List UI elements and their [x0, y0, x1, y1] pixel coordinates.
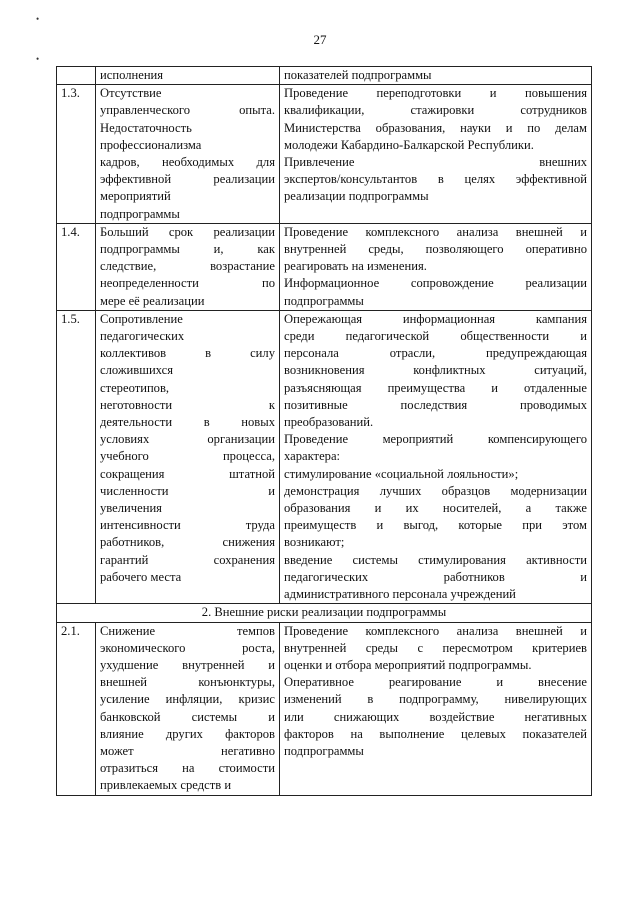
risk-line: мероприятий: [100, 189, 171, 204]
measure-line: Привлечение внешних: [284, 155, 587, 170]
risk-line: ухудшение внутренней и: [100, 657, 275, 672]
risk-line: неопределенности по: [100, 276, 275, 291]
measure-line: возникают;: [284, 535, 345, 550]
margin-mark: •: [36, 54, 40, 64]
measure-line: Проведение мероприятий компенсирующего: [284, 432, 587, 447]
measure-line: введение системы стимулирования активности: [284, 552, 587, 567]
risk-line: подпрограммы и, как: [100, 242, 275, 257]
measure-line: квалификации, стажировки сотрудников: [284, 103, 587, 118]
measure-line: Опережающая информационная кампания: [284, 311, 587, 326]
mitigation-measures: [280, 223, 592, 310]
row-number: 1.5.: [57, 310, 96, 603]
risk-line: профессионализма: [100, 137, 202, 152]
measure-line: Проведение комплексного анализа внешней и: [284, 224, 587, 239]
measure-line: Министерства образования, науки и по делам: [284, 120, 587, 135]
risk-line: Снижение темпов: [100, 623, 275, 638]
risk-line: коллективов в силу: [100, 346, 275, 361]
header-risk-text: исполнения: [100, 68, 164, 82]
risk-rows-internal: [57, 85, 592, 604]
measure-line: возникновения конфликтных ситуаций,: [284, 363, 587, 378]
measure-line: разъясняющая преимущества и отдаленные: [284, 380, 587, 395]
risk-line: влияние других факторов: [100, 726, 275, 741]
measure-line: административного персонала учреждений: [284, 587, 516, 602]
measure-line: стимулирование «социальной лояльности»;: [284, 466, 519, 481]
measure-line: молодежи Кабардино-Балкарской Республики.: [284, 137, 534, 152]
mitigation-measures: [280, 622, 592, 795]
measure-line: изменений в подпрограмму, нивелирующих: [284, 692, 587, 707]
table-row: [57, 622, 592, 795]
section-heading: 2. Внешние риски реализации подпрограммы: [57, 604, 592, 622]
measure-line: преимуществ и выгод, которые при этом: [284, 518, 587, 533]
risk-line: увеличения: [100, 501, 162, 516]
measure-line: внутренней среды, позволяющего оперативно: [284, 242, 587, 257]
measure-line: реализации подпрограммы: [284, 189, 429, 204]
risk-line: усиление инфляции, кризис: [100, 692, 275, 707]
risk-line: экономического роста,: [100, 640, 275, 655]
risk-line: мере её реализации: [100, 293, 205, 308]
measure-line: Проведение комплексного анализа внешней и: [284, 623, 587, 638]
measure-line: позитивные последствия проводимых: [284, 397, 587, 412]
risk-line: Недостаточность: [100, 120, 192, 135]
row-number: 1.4.: [57, 223, 96, 310]
measure-line: подпрограммы: [284, 743, 364, 758]
table-row: [57, 85, 592, 224]
risk-line: управленческого опыта.: [100, 103, 275, 118]
table-row: [57, 310, 592, 603]
mitigation-measures: [280, 310, 592, 603]
risk-line: численности и: [100, 483, 275, 498]
risk-line: внешней конъюнктуры,: [100, 675, 275, 690]
measure-line: реагировать на изменения.: [284, 259, 427, 274]
measure-line: характера:: [284, 449, 341, 464]
header-num-cell: [57, 67, 96, 85]
section-row: [57, 604, 592, 622]
header-measure-text: показателей подпрограммы: [284, 68, 432, 82]
table-header-row: [57, 67, 592, 85]
risk-line: Сопротивление: [100, 311, 183, 326]
risk-line: сокращения штатной: [100, 466, 275, 481]
risk-line: сложившихся: [100, 363, 173, 378]
risk-line: неготовности к: [100, 397, 275, 412]
measure-line: внутренней среды с пересмотром критериев: [284, 640, 587, 655]
measure-line: подпрограммы: [284, 293, 364, 308]
risk-line: подпрограммы: [100, 206, 180, 221]
mitigation-measures: [280, 85, 592, 224]
risk-rows-external: [57, 622, 592, 795]
measure-line: Проведение переподготовки и повышения: [284, 86, 587, 101]
risk-line: привлекаемых средств и: [100, 778, 232, 793]
measure-line: оценки и отбора мероприятий подпрограммы.: [284, 657, 532, 672]
measure-line: среди педагогической общественности и: [284, 329, 587, 344]
risk-line: следствие, возрастание: [100, 259, 275, 274]
measure-line: образования и их носителей, а также: [284, 501, 587, 516]
risk-line: деятельности в новых: [100, 415, 275, 430]
risk-description: [96, 310, 280, 603]
risk-line: Отсутствие: [100, 86, 162, 101]
risk-line: банковской системы и: [100, 709, 275, 724]
risk-line: гарантий сохранения: [100, 552, 275, 567]
measure-line: персонала отрасли, предупреждающая: [284, 346, 587, 361]
row-number: 2.1.: [57, 622, 96, 795]
row-number: 1.3.: [57, 85, 96, 224]
risk-description: [96, 85, 280, 224]
measure-line: Оперативное реагирование и внесение: [284, 675, 587, 690]
measure-line: преобразований.: [284, 415, 374, 430]
header-measure-cell: [280, 67, 592, 85]
measure-line: факторов на выполнение целевых показателей: [284, 726, 587, 741]
page-number: 27: [313, 32, 327, 47]
table-row: [57, 223, 592, 310]
measure-line: педагогических работников и: [284, 569, 587, 584]
margin-mark: •: [36, 14, 40, 24]
measure-line: Информационное сопровождение реализации: [284, 276, 587, 291]
risk-line: учебного процесса,: [100, 449, 275, 464]
risk-line: педагогических: [100, 329, 185, 344]
risk-table: [56, 66, 592, 796]
risk-line: стереотипов,: [100, 380, 170, 395]
risk-line: рабочего места: [100, 569, 182, 584]
measure-line: экспертов/консультантов в целях эффективной: [284, 172, 587, 187]
risk-line: может негативно: [100, 743, 275, 758]
header-risk-cell: [96, 67, 280, 85]
risk-description: [96, 223, 280, 310]
risk-line: интенсивности труда: [100, 518, 275, 533]
risk-line: условиях организации: [100, 432, 275, 447]
measure-line: или снижающих воздействие негативных: [284, 709, 587, 724]
risk-line: эффективной реализации: [100, 172, 275, 187]
measure-line: демонстрация лучших образцов модернизации: [284, 483, 587, 498]
risk-line: кадров, необходимых для: [100, 155, 275, 170]
risk-line: Больший срок реализации: [100, 224, 275, 239]
risk-description: [96, 622, 280, 795]
risk-line: работников, снижения: [100, 535, 275, 550]
risk-line: отразиться на стоимости: [100, 761, 275, 776]
